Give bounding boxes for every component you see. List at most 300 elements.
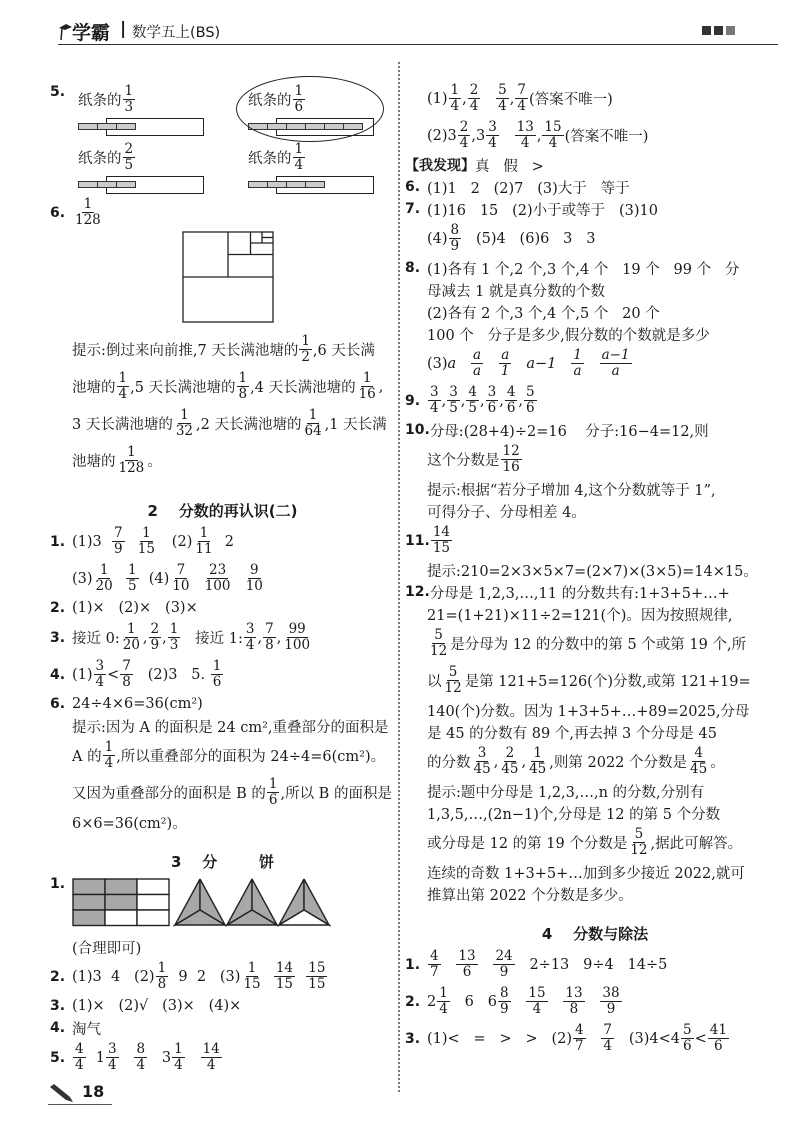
fraction <box>571 348 584 379</box>
denominator: a <box>473 363 482 379</box>
answer-text: 9 2 (3) <box>169 968 241 985</box>
numerator: 4 <box>430 948 439 964</box>
numerator: 1 <box>104 739 114 755</box>
answer-text: 真 假 > <box>475 158 544 175</box>
answer-line <box>50 936 395 958</box>
fraction <box>681 1023 694 1054</box>
answer-text: 淘气 <box>72 1021 101 1038</box>
fraction <box>628 827 649 858</box>
answer-text <box>512 994 526 1010</box>
numerator: 3 <box>477 745 487 761</box>
answer-text <box>193 571 202 587</box>
numerator: 8 <box>450 222 460 238</box>
numerator: 5 <box>434 627 443 643</box>
fraction <box>498 986 511 1017</box>
fraction <box>573 1023 586 1054</box>
fraction <box>112 526 125 557</box>
answer-text: 。 <box>147 454 162 470</box>
denominator: 6 <box>487 400 497 416</box>
answer-line <box>50 194 395 231</box>
denominator: 4 <box>136 1057 146 1073</box>
fraction <box>542 120 563 151</box>
answer-text: ,据此可解答。 <box>650 836 743 852</box>
fraction <box>428 628 449 659</box>
answer-line <box>405 154 785 176</box>
pond-square-figure <box>50 231 395 331</box>
denominator: 6 <box>212 674 222 690</box>
fraction <box>456 949 477 980</box>
grid-cell <box>73 895 105 911</box>
fraction <box>123 142 136 173</box>
denominator: 11 <box>195 541 213 557</box>
fraction <box>168 622 181 653</box>
grid-cell <box>73 910 105 926</box>
denominator: 7 <box>430 964 439 980</box>
answer-line <box>405 80 785 117</box>
numerator: 24 <box>495 948 513 964</box>
answer-text: , <box>536 127 542 144</box>
nested-squares-diagram <box>182 231 274 323</box>
answer-text: ,3 <box>471 127 486 144</box>
fraction <box>172 1042 185 1073</box>
numerator: 1 <box>157 960 167 976</box>
answer-text: , <box>493 753 499 770</box>
answer-text: (4) <box>139 570 170 587</box>
question-number: 2. <box>50 600 66 616</box>
numerator: 4 <box>506 384 516 400</box>
numerator: 1 <box>99 562 109 578</box>
denominator: 4 <box>439 1001 448 1017</box>
variable: a <box>447 355 457 372</box>
answer-line <box>50 1039 395 1076</box>
answer-line <box>50 597 395 619</box>
denominator: 3 <box>124 99 134 115</box>
numerator: 5 <box>634 826 644 842</box>
answer-text <box>500 128 514 144</box>
answer-text: A 的 <box>72 749 102 765</box>
denominator: 4 <box>469 98 479 114</box>
answer-text: ,所以 B 的面积是 <box>280 786 392 802</box>
answer-text: 又因为重叠部分的面积是 B 的 <box>72 786 266 802</box>
denominator: 9 <box>450 238 460 254</box>
answer-line <box>405 983 785 1020</box>
answer-text: 接近 1: <box>181 631 243 647</box>
numerator: 3 <box>487 384 497 400</box>
fraction <box>496 83 509 114</box>
numerator: 1 <box>439 985 448 1001</box>
answer-text: < <box>107 666 120 683</box>
answer-line <box>405 802 785 824</box>
answer-text: (1)3 4 (2) <box>72 968 155 985</box>
answer-text <box>549 994 563 1010</box>
numerator: 1 <box>450 82 460 98</box>
denominator: 4 <box>450 98 460 114</box>
answer-text: (4) <box>427 230 448 247</box>
answer-text: (5)4 (6)6 3 3 <box>462 230 596 247</box>
numerator: 9 <box>250 562 259 578</box>
shaded-strip <box>78 123 135 128</box>
logo <box>58 18 110 45</box>
header-separator: | <box>120 19 127 39</box>
denominator: a <box>611 363 620 379</box>
fraction <box>136 526 157 557</box>
fraction <box>601 1023 614 1054</box>
answer-text: , <box>499 392 504 409</box>
denominator: 4 <box>108 1057 117 1073</box>
answer-line <box>405 301 785 323</box>
numerator: 13 <box>565 985 583 1001</box>
denominator: 6 <box>462 964 472 980</box>
paper-strip <box>78 84 238 134</box>
answer-line <box>405 861 785 883</box>
denominator: 9 <box>113 541 123 557</box>
answer-line <box>50 811 395 833</box>
numerator: 4 <box>468 384 477 400</box>
page-footer <box>48 1082 112 1105</box>
numerator: 1 <box>180 407 189 423</box>
fraction <box>449 83 462 114</box>
question-number: 3. <box>50 998 66 1014</box>
answer-text: , <box>142 629 148 646</box>
denominator: 4 <box>548 135 558 151</box>
denominator: 4 <box>430 400 439 416</box>
answer-text <box>126 534 135 550</box>
answer-block <box>50 194 395 231</box>
answer-line <box>405 345 785 382</box>
denominator: 16 <box>502 459 520 475</box>
denominator: 6 <box>714 1038 723 1054</box>
answer-line <box>405 699 785 721</box>
question-number: 5. <box>50 1049 66 1066</box>
fraction <box>466 385 479 416</box>
fraction <box>123 84 136 115</box>
numerator: 13 <box>458 948 476 964</box>
numerator: 5 <box>682 1022 692 1038</box>
answer-line <box>405 603 785 625</box>
numerator: 1 <box>268 776 278 792</box>
denominator: 5 <box>124 157 134 173</box>
denominator: 4 <box>520 135 530 151</box>
denominator: 6 <box>268 792 278 808</box>
paper-strip <box>248 142 408 192</box>
answer-line <box>50 693 395 715</box>
denominator: 5 <box>468 400 477 416</box>
fraction <box>263 622 276 653</box>
denominator: 9 <box>606 1001 616 1017</box>
numerator: 7 <box>176 562 186 578</box>
numerator: 2 <box>124 141 134 157</box>
fraction <box>501 444 522 475</box>
denominator: 4 <box>174 1057 183 1073</box>
fraction <box>493 949 514 980</box>
answer-line <box>405 441 785 478</box>
denominator: 7 <box>575 1038 584 1054</box>
answer-line <box>405 117 785 154</box>
answer-text: ,则第 2022 个分数是 <box>549 755 688 771</box>
numerator: 7 <box>122 658 131 674</box>
fraction <box>431 525 452 556</box>
fraction <box>193 526 214 557</box>
answer-text: 2 <box>215 533 234 550</box>
answer-text: , <box>480 392 485 409</box>
denominator: 15 <box>308 976 326 992</box>
section-title: 2 分数的再认识(二) <box>147 501 298 520</box>
answer-text: (答案不唯一) <box>564 129 649 145</box>
answer-line <box>50 331 395 368</box>
answer-block <box>50 331 395 479</box>
numerator: 2 <box>150 621 160 637</box>
numerator: 1 <box>301 333 310 349</box>
strip-cell <box>305 181 325 188</box>
answer-text <box>296 969 305 985</box>
strip-label <box>78 84 136 115</box>
numerator: 7 <box>265 621 274 637</box>
fraction <box>267 777 280 808</box>
strip-cell <box>286 181 306 188</box>
numerator: 1 <box>118 370 128 386</box>
denominator: 100 <box>284 637 311 653</box>
answer-text: 2 <box>427 993 437 1010</box>
denominator: 20 <box>95 578 113 594</box>
numerator: 1 <box>308 407 318 423</box>
answer-text <box>587 1031 601 1047</box>
numerator: 3 <box>95 658 105 674</box>
answer-text: 这个分数是 <box>427 453 500 469</box>
denominator: 4 <box>488 135 497 151</box>
numerator: 3 <box>449 384 458 400</box>
answer-line <box>405 780 785 802</box>
answer-text: , <box>257 629 263 646</box>
answer-line <box>50 656 395 693</box>
numerator: 14 <box>432 524 450 540</box>
pie-cutting-figure <box>50 874 395 936</box>
strip-cell <box>267 181 287 188</box>
denominator: 15 <box>432 540 450 556</box>
answer-text: 是第 121+5=126(个)分数,或第 121+19= <box>464 674 751 690</box>
answer-line <box>405 419 785 441</box>
fraction <box>174 408 195 439</box>
denominator: 8 <box>157 976 167 992</box>
numerator: 15 <box>544 119 562 135</box>
denominator: 12 <box>444 680 462 696</box>
answer-line <box>405 323 785 345</box>
fraction <box>237 371 250 402</box>
denominator: 45 <box>473 761 491 777</box>
answer-text: , <box>462 90 467 107</box>
fraction <box>211 659 224 690</box>
denominator: 15 <box>137 541 155 557</box>
numerator: 41 <box>709 1022 727 1038</box>
answer-text: , <box>162 629 167 646</box>
fraction <box>600 986 621 1017</box>
fraction <box>126 563 139 594</box>
fraction <box>203 563 233 594</box>
fraction <box>299 334 312 365</box>
strip-cell <box>116 123 136 130</box>
answer-text: (3) <box>72 570 93 587</box>
strip-label <box>78 142 136 173</box>
fraction <box>274 961 295 992</box>
answer-line <box>50 560 395 597</box>
denominator: 9 <box>499 1001 509 1017</box>
fraction <box>688 746 709 777</box>
denominator: 9 <box>499 964 509 980</box>
numerator: 1 <box>294 141 304 157</box>
answer-line <box>50 442 395 479</box>
answer-text: (1)各有 1 个,2 个,3 个,4 个 19 个 99 个 分 <box>427 261 740 278</box>
answer-text: (2)各有 2 个,3 个,4 个,5 个 20 个 <box>427 305 660 322</box>
strip-label <box>248 142 306 173</box>
answer-text <box>586 994 600 1010</box>
numerator: 1 <box>238 370 248 386</box>
denominator: 10 <box>172 578 190 594</box>
answer-text: 可得分子、分母相差 4。 <box>427 504 586 521</box>
question-number: 12. <box>405 584 430 600</box>
fraction <box>94 563 115 594</box>
answer-text <box>264 969 273 985</box>
answer-text: (2)3 <box>427 127 457 144</box>
numerator: 23 <box>209 562 227 578</box>
answer-line <box>405 824 785 861</box>
question-number: 1. <box>50 876 66 892</box>
answer-text: (2)3 5. <box>133 666 210 683</box>
denominator: 45 <box>529 761 547 777</box>
answer-text <box>513 356 527 372</box>
numerator: 5 <box>448 664 458 680</box>
denominator: 8 <box>238 386 248 402</box>
shaded-shapes <box>72 878 332 928</box>
answer-text: 3 <box>148 1049 172 1066</box>
fraction <box>156 961 169 992</box>
fraction <box>106 1042 119 1073</box>
answer-text <box>556 356 570 372</box>
denominator: 8 <box>265 637 274 653</box>
answer-text: 分母是 1,2,3,…,11 的分数共有:1+3+5+…+ <box>429 585 730 602</box>
answer-text: , <box>378 378 384 395</box>
strip-label-text: 纸条的 <box>78 151 122 167</box>
answer-line <box>405 198 785 220</box>
strip-cell <box>78 181 98 188</box>
grid-cell <box>105 895 137 911</box>
strip-cell <box>97 181 117 188</box>
numerator: 8 <box>499 985 509 1001</box>
numerator: 3 <box>108 1041 117 1057</box>
numerator: 1 <box>127 444 136 460</box>
numerator: 3 <box>430 384 439 400</box>
grid-cell <box>105 879 137 895</box>
answer-text: 提示:因为 A 的面积是 24 cm²,重叠部分的面积是 <box>72 719 389 736</box>
header-square-icon <box>702 26 711 35</box>
numerator: a−1 <box>601 347 630 363</box>
numerator: 15 <box>308 960 326 976</box>
page-number: 18 <box>82 1082 105 1101</box>
denominator: 1 <box>500 363 510 379</box>
numerator: 38 <box>602 985 620 1001</box>
answer-text: ,2 天长满池塘的 <box>196 417 302 433</box>
fraction <box>437 986 450 1017</box>
variable: a−1 <box>526 355 557 372</box>
denominator: 16 <box>358 386 376 402</box>
answer-line <box>50 995 395 1017</box>
answer-line <box>50 619 395 656</box>
denominator: 10 <box>245 578 263 594</box>
question-number: 4. <box>50 666 66 683</box>
grid-cell <box>105 910 137 926</box>
answer-text: 池塘的 <box>72 380 116 396</box>
header-square-icon <box>714 26 723 35</box>
numerator: 1 <box>247 960 257 976</box>
answer-line <box>50 774 395 811</box>
numerator: 13 <box>516 119 534 135</box>
answer-text <box>585 356 599 372</box>
question-number: 2. <box>405 993 421 1010</box>
answer-text: , <box>521 753 527 770</box>
denominator: 20 <box>122 637 140 653</box>
answer-text: ,4 天长满池塘的 <box>250 380 356 396</box>
denominator: 45 <box>501 761 519 777</box>
answer-circle <box>236 76 384 142</box>
answer-line <box>405 1020 785 1057</box>
fraction <box>117 445 147 476</box>
question-number: 3. <box>50 629 66 646</box>
denominator: 32 <box>175 423 194 439</box>
numerator: 4 <box>75 1041 84 1057</box>
answer-text: (1) <box>72 666 93 683</box>
header-square-icon <box>726 26 735 35</box>
fraction <box>486 385 499 416</box>
answer-text: (1)1 2 (2)7 (3)大于 等于 <box>427 180 630 197</box>
answer-text: 24÷4×6=36(cm²) <box>72 696 203 712</box>
denominator: 4 <box>245 637 255 653</box>
answer-text: 接近 0: <box>72 631 120 647</box>
numerator: 4 <box>575 1022 584 1038</box>
denominator: 4 <box>532 1001 542 1017</box>
numerator: 2 <box>459 119 469 135</box>
denominator: 4 <box>104 755 114 771</box>
answer-block <box>405 946 785 1057</box>
denominator: 5 <box>449 400 458 416</box>
answer-text: (1)× (2)× (3)× <box>72 600 198 616</box>
pencil-icon <box>48 1084 76 1102</box>
answer-line <box>405 220 785 257</box>
fraction <box>515 120 536 151</box>
numerator: 12 <box>502 443 520 459</box>
answer-text: , <box>276 629 282 646</box>
answer-text <box>481 91 495 107</box>
grid-cell <box>137 895 169 911</box>
numerator: 2 <box>469 82 479 98</box>
denominator: 3 <box>169 637 179 653</box>
answer-text: 提示:倒过来向前推,7 天长满池塘的 <box>72 343 299 359</box>
answer-line <box>50 405 395 442</box>
numerator: 1 <box>124 83 134 99</box>
answer-line <box>405 176 785 198</box>
denominator: 64 <box>304 423 322 439</box>
answer-text: < <box>694 1030 707 1047</box>
numerator: 1 <box>294 83 304 99</box>
strip-label-text: 纸条的 <box>78 93 122 109</box>
answer-text: 母减去 1 就是真分数的个数 <box>427 283 605 300</box>
fraction <box>505 385 518 416</box>
answer-line <box>405 382 785 419</box>
answer-text: , <box>518 392 524 409</box>
answer-line <box>405 257 785 279</box>
fraction <box>293 142 306 173</box>
right-group <box>405 80 785 905</box>
numerator: 5 <box>498 82 507 98</box>
fraction <box>244 563 265 594</box>
answer-text: (2) <box>157 533 193 550</box>
